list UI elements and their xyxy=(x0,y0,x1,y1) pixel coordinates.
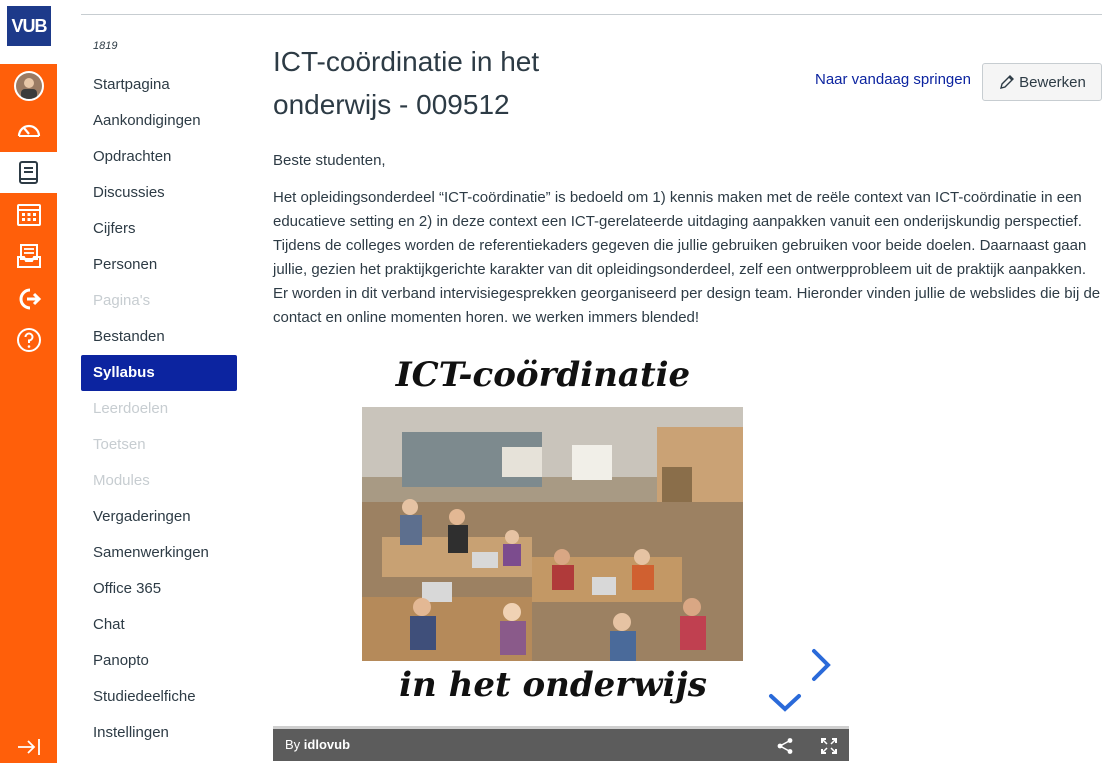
course-nav-samenwerkingen[interactable]: Samenwerkingen xyxy=(93,544,209,561)
down-slide-icon xyxy=(767,691,803,713)
course-nav-startpagina[interactable]: Startpagina xyxy=(93,76,170,93)
course-nav-aankondigingen[interactable]: Aankondigingen xyxy=(93,112,201,129)
dashboard-nav-item[interactable] xyxy=(0,112,57,148)
calendar-icon xyxy=(16,201,42,227)
edit-button-label: Bewerken xyxy=(1019,73,1086,91)
share-button[interactable] xyxy=(776,737,794,760)
courses-icon xyxy=(17,160,41,186)
help-nav-item[interactable] xyxy=(0,322,57,358)
course-nav-modules[interactable]: Modules xyxy=(93,472,150,489)
courses-nav-item[interactable] xyxy=(0,152,57,193)
course-nav-chat[interactable]: Chat xyxy=(93,616,125,633)
course-nav-cijfers[interactable]: Cijfers xyxy=(93,220,136,237)
course-nav-instellingen[interactable]: Instellingen xyxy=(93,724,169,741)
inbox-icon xyxy=(16,243,42,269)
slide-title-bottom: in het onderwijs xyxy=(399,665,707,705)
course-nav-paginas[interactable]: Pagina's xyxy=(93,292,151,309)
collapse-nav-icon xyxy=(16,738,42,756)
syllabus-body-text: Het opleidingsonderdeel “ICT-coördinatie” is bedoeld om 1) kennis maken met de reële context van ICT-coördinatie in een educatieve setting en 2) in deze context een ICT-gerelateerde uitdaging aanpakken vanuit een onderijskundig perspectief. Tijdens de colleges worden de referentiekaders gegeven die jullie gebruiken gebruiken voor beide doelen. Daarnaast gaan jullie, gezien het praktijkgerichte karakter van dit opleidingsonderdeel, zelf een ontwerpprobleem uit de praktijk aanpakken. Er worden in dit verband intervisiegesprekken georganiseerd per design team. Hieronder vinden jullie de webslides die bij de contact en online momenten horen. we werken immers blended! xyxy=(273,189,1101,326)
top-divider xyxy=(81,14,1102,15)
course-nav-syllabus[interactable]: Syllabus xyxy=(81,355,237,391)
course-nav-vergaderingen[interactable]: Vergaderingen xyxy=(93,508,191,525)
greeting-text: Beste studenten, xyxy=(273,152,386,169)
commons-nav-item[interactable] xyxy=(0,281,57,317)
course-nav-office365[interactable]: Office 365 xyxy=(93,580,162,597)
vub-logo-text: VUB xyxy=(11,15,47,36)
course-nav-personen[interactable]: Personen xyxy=(93,256,158,273)
author-name: idlovub xyxy=(303,737,351,752)
course-nav-bestanden[interactable]: Bestanden xyxy=(93,328,165,345)
fullscreen-icon xyxy=(820,737,838,755)
course-nav-studiedeelfiche[interactable]: Studiedeelfiche xyxy=(93,688,196,705)
collapse-nav-button[interactable] xyxy=(0,730,57,763)
vub-logo[interactable] xyxy=(7,6,51,46)
global-nav xyxy=(0,0,57,763)
pencil-icon xyxy=(998,73,1016,91)
course-nav-leerdoelen[interactable]: Leerdoelen xyxy=(93,400,169,417)
help-icon xyxy=(16,327,42,353)
course-nav-toetsen[interactable]: Toetsen xyxy=(93,436,146,453)
course-nav-discussies[interactable]: Discussies xyxy=(93,184,165,201)
by-prefix: By xyxy=(285,737,301,752)
webslides-embed[interactable] xyxy=(273,345,849,761)
course-nav-opdrachten[interactable]: Opdrachten xyxy=(93,148,172,165)
commons-icon xyxy=(16,286,42,312)
embed-author[interactable] xyxy=(285,737,350,752)
course-nav xyxy=(81,67,237,751)
jump-to-today-link[interactable]: Naar vandaag springen xyxy=(815,71,971,88)
slide-title-top: ICT-coördinatie xyxy=(395,355,691,395)
inbox-nav-item[interactable] xyxy=(0,238,57,274)
embed-footer-bar xyxy=(273,726,849,761)
course-nav-panopto[interactable]: Panopto xyxy=(93,652,149,669)
edit-button[interactable] xyxy=(982,63,1102,101)
next-slide-button[interactable] xyxy=(808,647,834,688)
down-slide-button[interactable] xyxy=(767,691,803,718)
next-slide-icon xyxy=(808,647,834,683)
account-nav-item[interactable] xyxy=(0,68,57,104)
fullscreen-button[interactable] xyxy=(820,737,838,760)
share-icon xyxy=(776,737,794,755)
calendar-nav-item[interactable] xyxy=(0,196,57,232)
logo-area[interactable] xyxy=(0,0,57,64)
classroom-photo xyxy=(362,407,743,661)
page-title: ICT-coördinatie in het onderwijs - 009512 xyxy=(273,46,540,120)
course-code: 1819 xyxy=(93,40,118,52)
user-avatar-icon xyxy=(14,71,44,101)
dashboard-icon xyxy=(16,119,42,141)
